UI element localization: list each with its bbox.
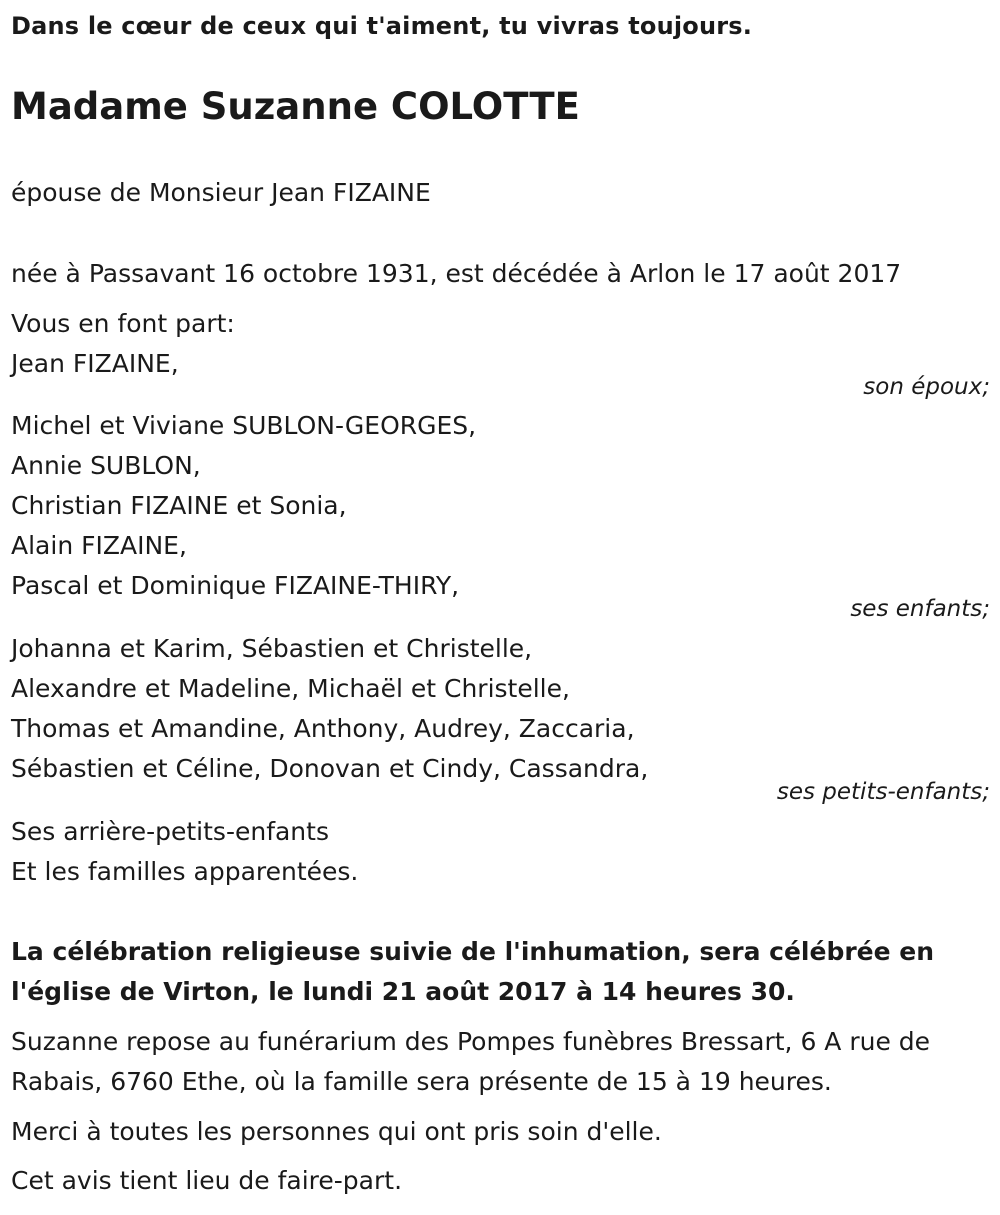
child-name: Alain FIZAINE, <box>11 531 187 560</box>
spouse-role: son époux; <box>863 374 990 400</box>
closing-line: Cet avis tient lieu de faire-part. <box>11 1166 403 1195</box>
spouse-name: Jean FIZAINE, <box>11 349 179 378</box>
ceremony-line: l'église de Virton, le lundi 21 août 2017 à 14 heures 30. <box>11 977 795 1006</box>
grandchild-line: Johanna et Karim, Sébastien et Christelle, <box>11 634 533 663</box>
child-name: Michel et Viviane SUBLON-GEORGES, <box>11 411 477 440</box>
birth-death-line: née à Passavant 16 octobre 1931, est décédée à Arlon le 17 août 2017 <box>11 259 902 288</box>
funerarium-line: Rabais, 6760 Ethe, où la famille sera présente de 15 à 19 heures. <box>11 1067 832 1096</box>
grandchildren-role: ses petits-enfants; <box>776 779 990 805</box>
child-name: Pascal et Dominique FIZAINE-THIRY, <box>11 571 460 600</box>
grandchild-line: Thomas et Amandine, Anthony, Audrey, Zaccaria, <box>11 714 635 743</box>
spouse-line: épouse de Monsieur Jean FIZAINE <box>11 178 431 207</box>
child-name: Christian FIZAINE et Sonia, <box>11 491 347 520</box>
great-grandchildren-line: Ses arrière-petits-enfants <box>11 817 329 846</box>
deceased-name: Madame Suzanne COLOTTE <box>11 85 580 128</box>
child-name: Annie SUBLON, <box>11 451 201 480</box>
ceremony-line: La célébration religieuse suivie de l'inhumation, sera célébrée en <box>11 937 935 966</box>
funerarium-line: Suzanne repose au funérarium des Pompes funèbres Bressart, 6 A rue de <box>11 1027 931 1056</box>
epigraph: Dans le cœur de ceux qui t'aiment, tu vivras toujours. <box>11 12 753 40</box>
grandchild-line: Sébastien et Céline, Donovan et Cindy, Cassandra, <box>11 754 649 783</box>
related-families-line: Et les familles apparentées. <box>11 857 359 886</box>
grandchild-line: Alexandre et Madeline, Michaël et Christelle, <box>11 674 570 703</box>
children-role: ses enfants; <box>850 596 990 622</box>
thanks-line: Merci à toutes les personnes qui ont pris soin d'elle. <box>11 1117 662 1146</box>
announce-intro: Vous en font part: <box>11 309 235 338</box>
